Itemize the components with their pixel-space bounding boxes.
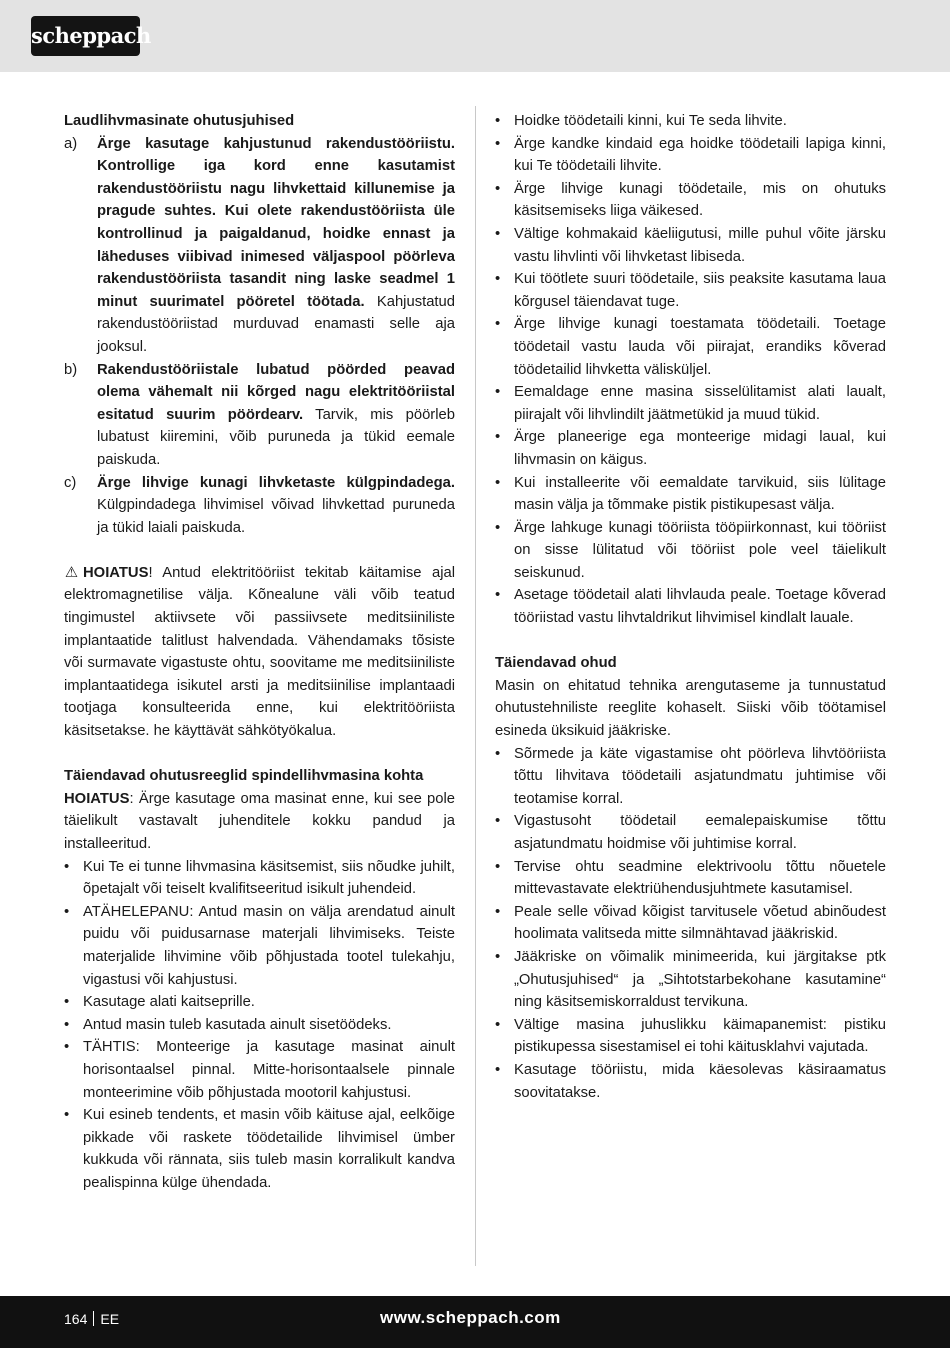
list-item: • Vigastusoht töödetail eemalepaiskumise tõttu asjatundmatu hoidmise või juhtimise korral. (495, 810, 886, 855)
column-divider (475, 106, 476, 1266)
list-item: • Ärge lihvige kunagi töödetaile, mis on ohutuks käsitsemiseks liiga väikesed. (495, 178, 886, 223)
spindle-safety-list (64, 856, 455, 1195)
list-item: • Kasutage tööriistu, mida käesolevas käsiraamatus soovitatakse. (495, 1059, 886, 1104)
list-item: • Sõrmede ja käte vigastamise oht pöörleva lihvtööriista tõttu lihvitava töödetaili asjatundmatu juhtimise või teotamise korral. (495, 743, 886, 811)
item-text: Kahjustatud rakendustööriistad murduvad enamasti selle aja jooksul. (97, 293, 455, 355)
item-label: c) (64, 474, 77, 491)
list-item: • Ärge lahkuge kunagi tööriista tööpiirkonnast, kui tööriist on sisse lülitatud või tööriist pole veel täielikult seiskunud. (495, 517, 886, 585)
item-text: Tarvik, mis pöörleb lubatust kiiremini, võib puruneda ja tükid eemale paiskuda. (97, 406, 455, 468)
right-column (495, 110, 886, 1104)
list-item: • Peale selle võivad kõigist tarvitusele võetud abinõudest hoolimata valitseda mitte silmnähtavad jääkriskid. (495, 901, 886, 946)
list-item: • Kui Te ei tunne lihvmasina käsitsemist, siis nõudke juhilt, õpetajalt või teiselt kvalifitseeritud isikult juhendeid. (64, 856, 455, 901)
warning-label: HOIATUS (64, 790, 130, 807)
page-separator (93, 1311, 94, 1326)
page-number (64, 1311, 119, 1327)
warning-triangle-icon: ⚠ (64, 564, 79, 581)
list-item: • Hoidke töödetaili kinni, kui Te seda lihvite. (495, 110, 886, 133)
scheppach-logo: scheppach (31, 16, 140, 56)
list-item: • Vältige masina juhuslikku käimapanemist: pistiku pistikupessa sisestamisel ei tohi käitusklahvi vajutada. (495, 1014, 886, 1059)
item-label: a) (64, 135, 78, 152)
section-title-spindle-safety: Täiendavad ohutusreeglid spindellihvmasina kohta (64, 768, 424, 785)
list-item: • Jääkriske on võimalik minimeerida, kui järgitakse ptk „Ohutusjuhised“ ja „Sihtotstarbekohane kasutamine“ ning käsitsemiskorraldust tervikuna. (495, 946, 886, 1014)
warning-text: ! Antud elektritööriist tekitab käitamise ajal elektromagnetilise välja. Kõnealune väli võib teatud tingimustel aktiivsete või passiivsete meditsiiniliste implantaatide talitlust halvendada. Vähendamaks tõsiste või surmavate vigastuste ohtu, soovitame me meditsiiniliste implantaatidega isikutel arsti ja meditsiinilise implantaadi tootjaga konsulteerida enne, kui elektritööriista käsitsetakse. he käyttävät sähkötyökalua. (64, 564, 455, 740)
list-item: • Vältige kohmakaid käeliigutusi, mille puhul võite järsku vastu lihvlinti või lihvketast libiseda. (495, 223, 886, 268)
item-bold-text: Ärge kasutage kahjustunud rakendustööriistu. Kontrollige iga kord enne kasutamist rakendustööriistu nagu lihvkettaid killunemise ja pragude suhtes. Kui olete rakendustööriista üle kontrollinud ja paigaldanud, hoidke ennast ja läheduses viibivad inimesed väljaspool pöörleva rakendustööriista tasandit ning laske seadmel 1 minut suurimatel pööretel töötada. (97, 135, 455, 310)
list-item: • Kui esineb tendents, et masin võib käituse ajal, eelkõige pikkade või raskete töödetailide lihvimisel ümber kukkuda või rännata, siis tuleb masin korralikult kandva pealispinna külge ühendada. (64, 1104, 455, 1194)
list-item-b (64, 359, 455, 472)
residual-risks-intro: Masin on ehitatud tehnika arengutaseme ja tunnustatud ohutustehniliste reeglite kohaselt. Siiski võib töötamisel esineda üksikuid jääkriske. (495, 677, 886, 740)
section-title-sander-safety: Laudlihvmasinate ohutusjuhised (64, 113, 295, 129)
language-code: EE (100, 1311, 120, 1327)
item-bold-text: Ärge lihvige kunagi lihvketaste külgpindadega. (97, 474, 455, 491)
list-item: • Ärge planeerige ega monteerige midagi laual, kui lihvmasin on käigus. (495, 426, 886, 471)
list-item-a (64, 133, 455, 359)
website-url: www.scheppach.com (380, 1308, 561, 1327)
workpiece-safety-list (495, 110, 886, 630)
list-item: • ATÄHELEPANU: Antud masin on välja arendatud ainult puidu või puidusarnase materjali lihvimiseks. Teiste materjalide lihvimine võib põhjustada tootel tulekahju, vigastusi või kahjustusi. (64, 901, 455, 991)
emf-warning-paragraph (64, 562, 455, 743)
left-column (64, 110, 455, 1195)
list-item: • Eemaldage enne masina sisselülitamist alati laualt, piirajalt või lihvlindilt jäätmetükid ja muud tükid. (495, 381, 886, 426)
list-item: • Asetage töödetail alati lihvlauda peale. Toetage kõverad tööriistad vastu lihvtaldrikut lihvimisel kindlalt lauale. (495, 584, 886, 629)
item-text: Külgpindadega lihvimisel võivad lihvkettad puruneda ja tükid laiali paiskuda. (97, 497, 455, 536)
list-item: • Kui installeerite või eemaldate tarvikuid, siis lülitage masin välja ja tõmmake pistik pistikupesast välja. (495, 472, 886, 517)
page-footer (0, 1296, 950, 1348)
page-number-value: 164 (64, 1311, 88, 1327)
list-item-c (64, 472, 455, 540)
list-item: • Antud masin tuleb kasutada ainult sisetöödeks. (64, 1014, 455, 1037)
page-header (0, 0, 950, 72)
warning-text: : Ärge kasutage oma masinat enne, kui see pole täielikult vastavalt juhenditele kokku pandud ja installeeritud. (64, 790, 455, 852)
list-item: • Ärge kandke kindaid ega hoidke töödetaili lapiga kinni, kui Te töödetaili lihvite. (495, 133, 886, 178)
section-title-residual-risks: Täiendavad ohud (495, 655, 617, 672)
list-item: • TÄHTIS: Monteerige ja kasutage masinat ainult horisontaalsel pinnal. Mitte-horisontaalsele pinnale monteerimine võib põhjustada mootoril kahjustusi. (64, 1036, 455, 1104)
list-item: • Kasutage alati kaitseprille. (64, 991, 455, 1014)
assembly-warning-paragraph (64, 788, 455, 856)
list-item: • Tervise ohtu seadmine elektrivoolu tõttu nõuetele mittevastavate elektriühendusjuhtmete kasutamisel. (495, 856, 886, 901)
list-item: • Kui töötlete suuri töödetaile, siis peaksite kasutama laua kõrgusel täiendavat tuge. (495, 268, 886, 313)
residual-risks-list (495, 743, 886, 1105)
item-label: b) (64, 361, 78, 378)
warning-label: HOIATUS (83, 564, 149, 581)
item-bold-text: Rakendustööriistale lubatud pöörded peavad olema vähemalt nii kõrged nagu elektritööriistal esitatud suurim pöördearv. (97, 361, 455, 423)
list-item: • Ärge lihvige kunagi toestamata töödetaili. Toetage töödetail vastu lauda või piirajat, erandiks kõverad töödetailid lihvketta välisküljel. (495, 313, 886, 381)
